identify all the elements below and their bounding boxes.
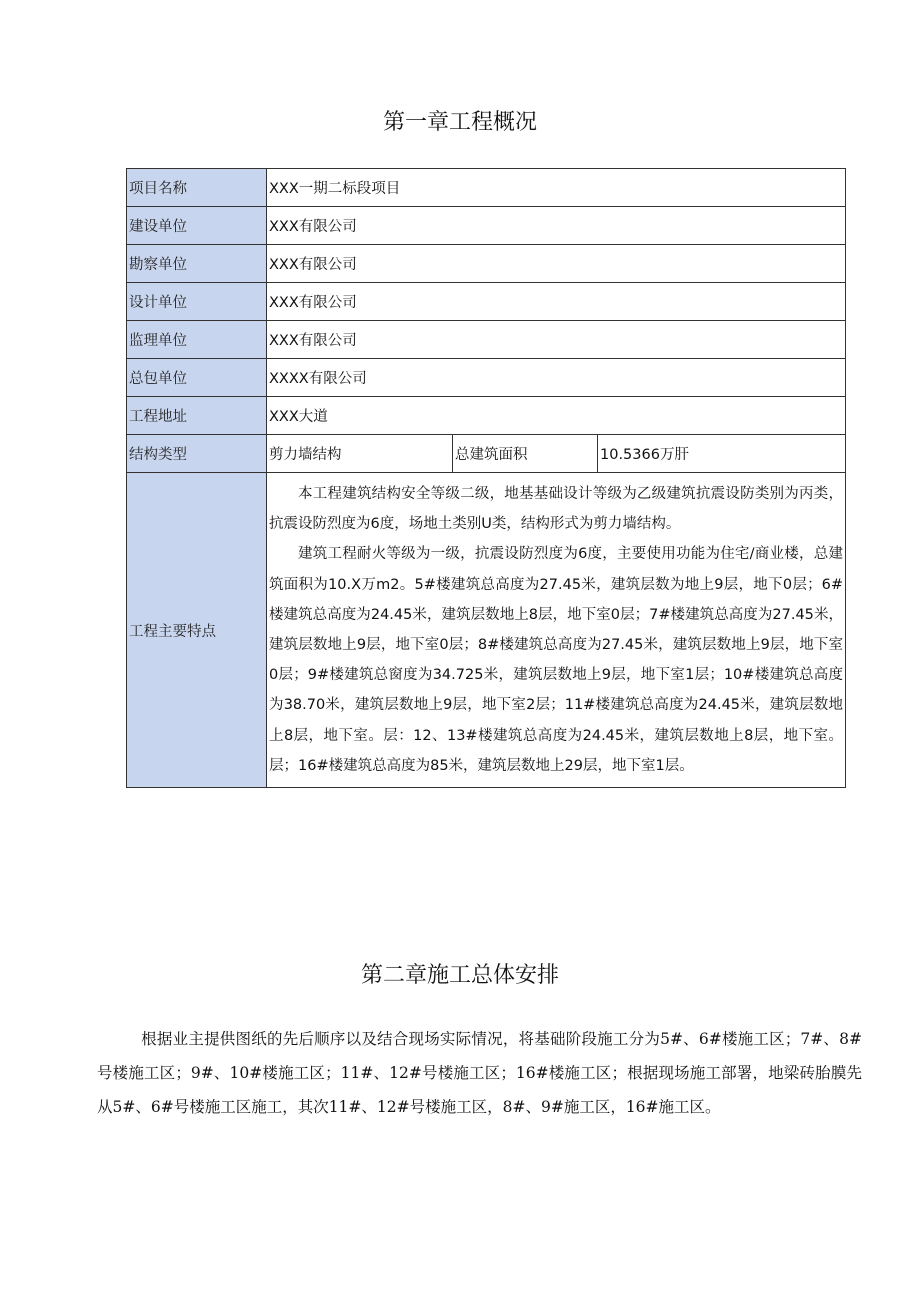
row-label: 勘察单位 <box>127 245 267 283</box>
row-label: 建设单位 <box>127 207 267 245</box>
area-label: 总建筑面积 <box>453 435 598 473</box>
row-label: 工程地址 <box>127 397 267 435</box>
row-label: 设计单位 <box>127 283 267 321</box>
row-value: XXXX有限公司 <box>267 359 846 397</box>
row-value: XXX有限公司 <box>267 245 846 283</box>
row-value: XXX有限公司 <box>267 207 846 245</box>
row-value: XXX有限公司 <box>267 321 846 359</box>
row-value: XXX有限公司 <box>267 283 846 321</box>
project-info-table <box>126 168 846 788</box>
structure-value: 剪力墙结构 <box>267 435 453 473</box>
features-content <box>267 473 846 788</box>
features-row <box>127 473 846 788</box>
chapter2-title: 第二章施工总体安排 <box>360 963 559 988</box>
table-row <box>127 245 846 283</box>
row-value: XXX大道 <box>267 397 846 435</box>
table-row <box>127 359 846 397</box>
row-label: 项目名称 <box>127 169 267 207</box>
chapter1-title: 第一章工程概况 <box>382 110 537 135</box>
features-paragraph: 建筑工程耐火等级为一级，抗震设防烈度为6度，主要使用功能为住宅/商业楼，总建筑面积为10.X万m2。5#楼建筑总高度为27.45米，建筑层数为地上9层，地下0层；6#楼建筑总高度为24.45米，建筑层数地上8层，地下室0层；7#楼建筑总高度为27.45米，建筑层数地上9层，地下室0层；8#楼建筑总高度为27.45米，建筑层数地上9层，地下室0层；9#楼建筑总窗度为34.725米，建筑层数地上9层，地下室1层；10#楼建筑总高度为38.70米，建筑层数地上9层，地下室2层；11#楼建筑总高度为24.45米，建筑层数地上8层，地下室。层：12、13#楼建筑总高度为24.45米，建筑层数地上8层，地下室。层；16#楼建筑总高度为85米，建筑层数地上29层，地下室1层。 <box>269 546 843 774</box>
structure-row <box>127 435 846 473</box>
table-row <box>127 321 846 359</box>
table-row <box>127 283 846 321</box>
chapter2-paragraph: 根据业主提供图纸的先后顺序以及结合现场实际情况，将基础阶段施工分为5#、6#楼施工区；7#、8#号楼施工区；9#、10#楼施工区；11#、12#号楼施工区；16#楼施工区；根据现场施工部署，地梁砖胎膜先从5#、6#号楼施工区施工，其次11#、12#号楼施工区，8#、9#施工区，16#施工区。 <box>97 1030 862 1116</box>
row-label: 总包单位 <box>127 359 267 397</box>
area-value: 10.5366万肝 <box>598 435 846 473</box>
structure-label: 结构类型 <box>127 435 267 473</box>
table-row <box>127 397 846 435</box>
features-paragraph: 本工程建筑结构安全等级二级，地基基础设计等级为乙级建筑抗震设防类别为丙类，抗震设防烈度为6度，场地土类别U类，结构形式为剪力墙结构。 <box>269 486 843 533</box>
table-row <box>127 207 846 245</box>
features-label: 工程主要特点 <box>127 473 267 788</box>
row-label: 监理单位 <box>127 321 267 359</box>
table-row <box>127 169 846 207</box>
row-value: XXX一期二标段项目 <box>267 169 846 207</box>
